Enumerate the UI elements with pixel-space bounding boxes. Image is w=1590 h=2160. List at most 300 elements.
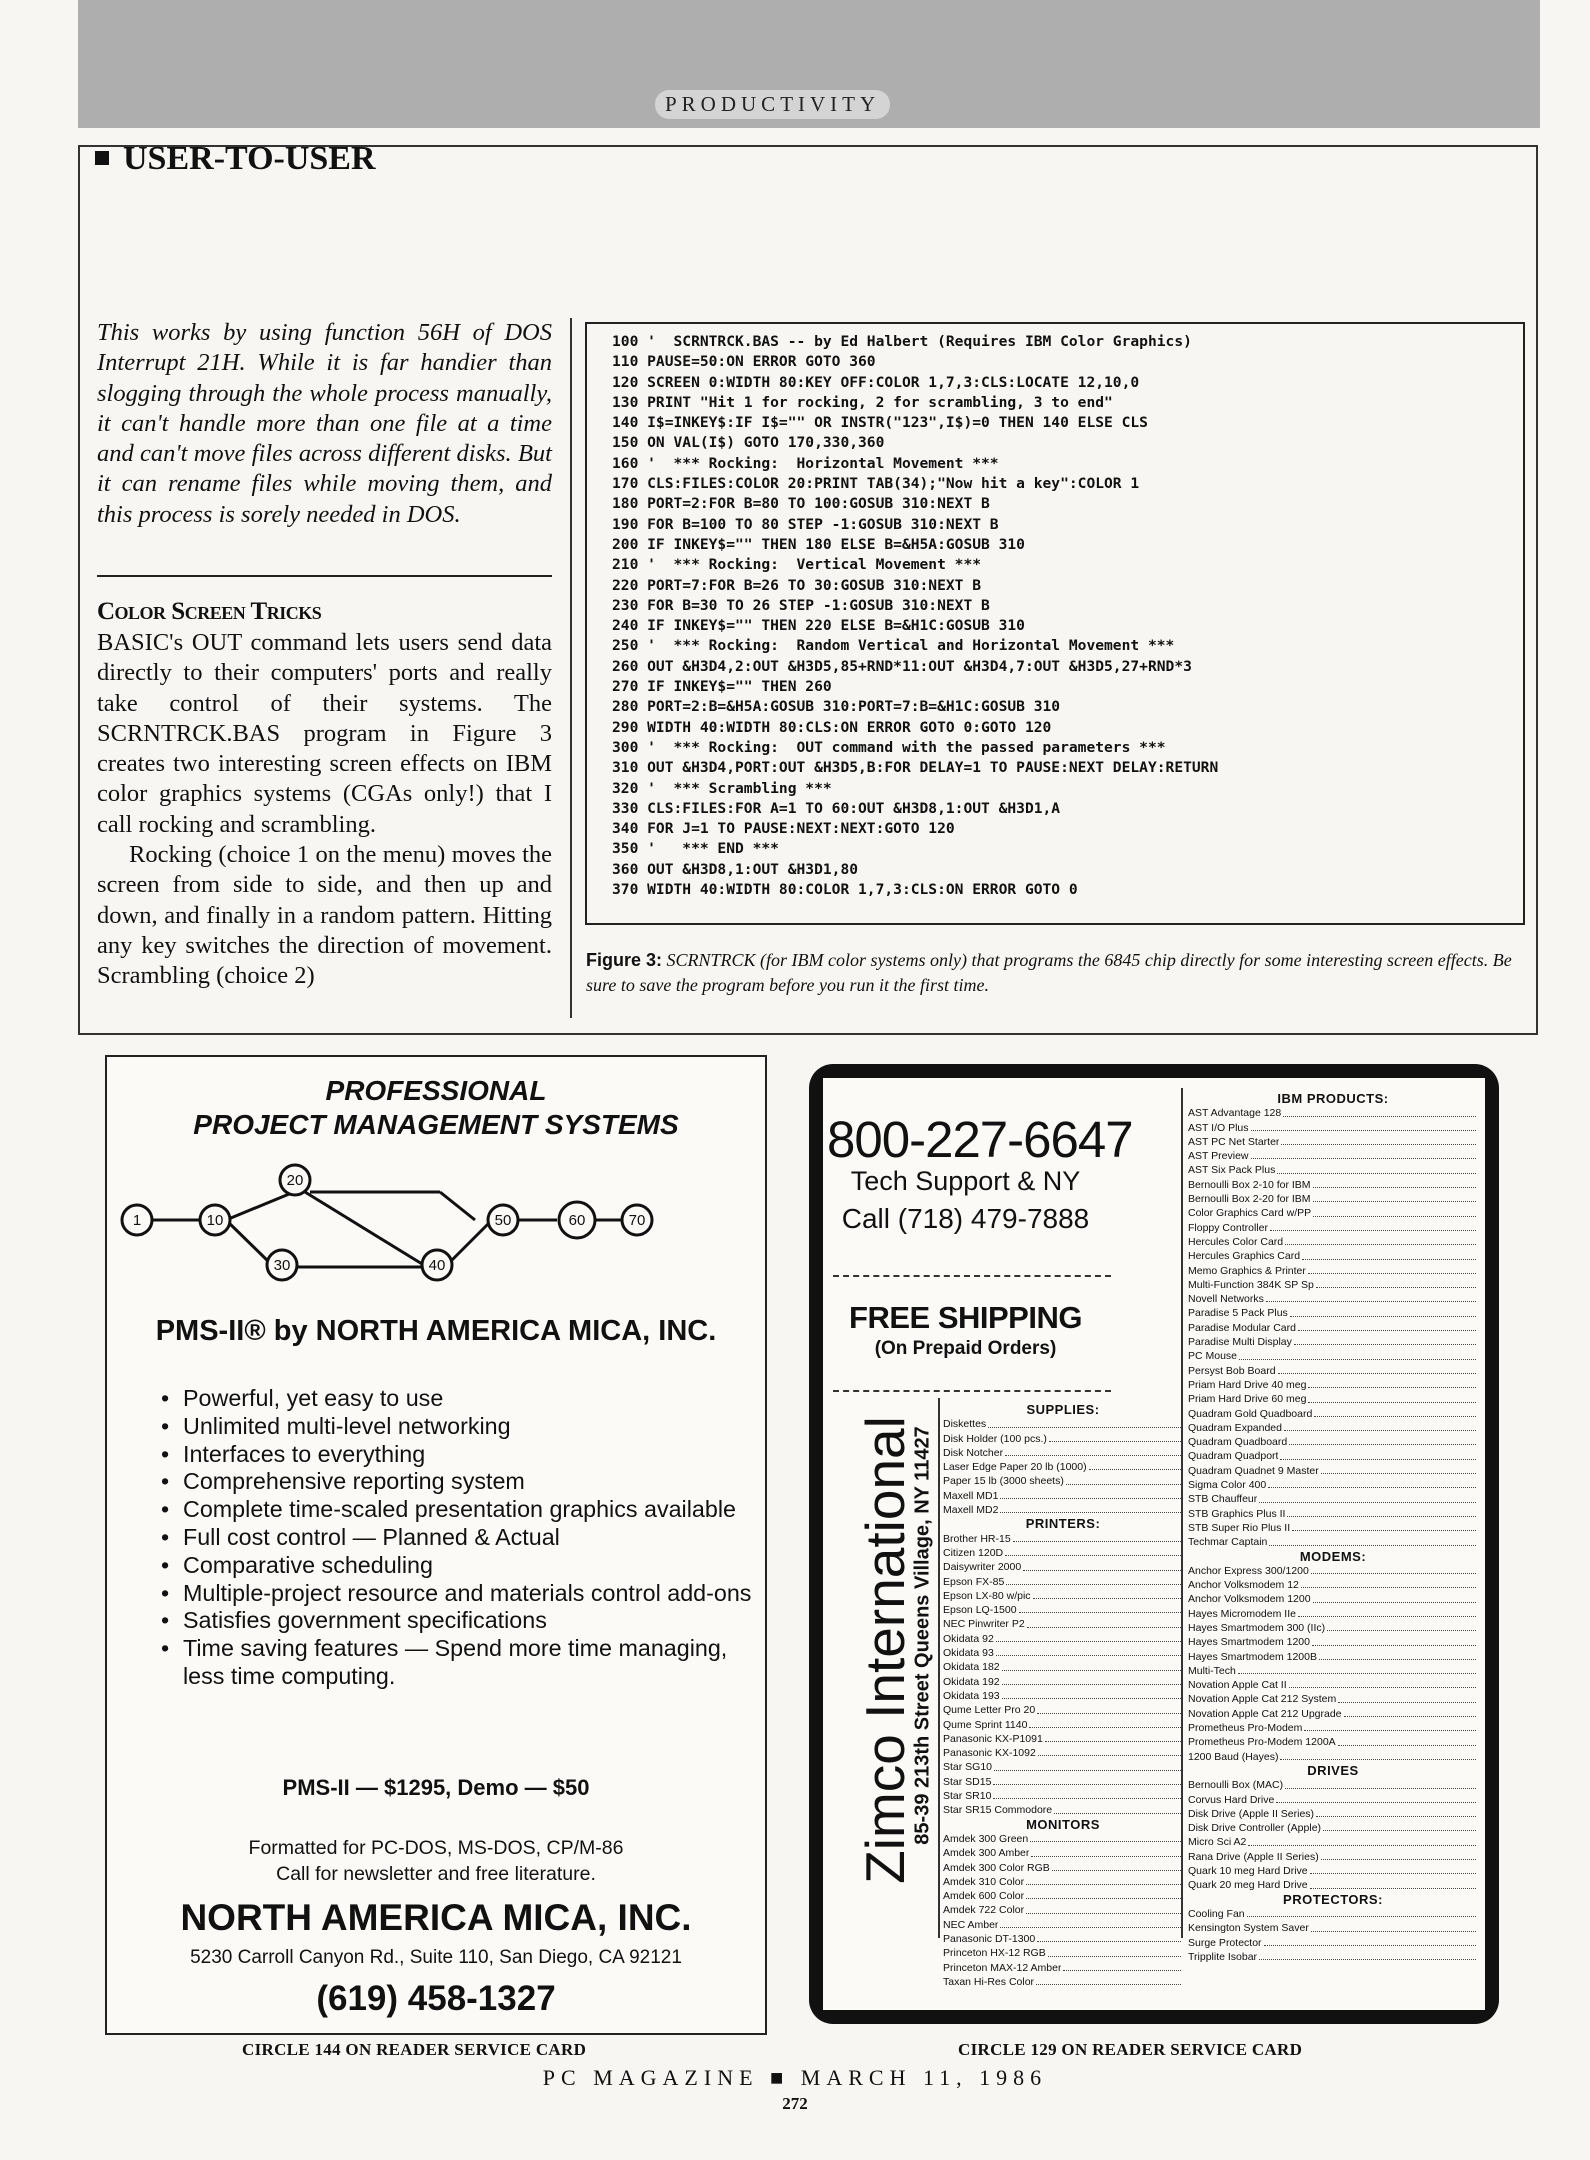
printers-list <box>943 1532 1183 1818</box>
modems-title: MODEMS: <box>1299 1548 1367 1564</box>
item-name: Star SD15 <box>943 1775 992 1788</box>
price-list-item <box>943 1675 1183 1689</box>
price-list-item <box>943 1417 1183 1431</box>
leader-dots <box>996 1632 1181 1642</box>
leader-dots <box>1338 1735 1476 1745</box>
leader-dots <box>1290 1306 1476 1316</box>
item-name: Priam Hard Drive 40 meg <box>1188 1378 1307 1391</box>
price-list-item <box>943 1689 1183 1703</box>
price-list-item <box>943 1760 1183 1774</box>
item-name: Disk Holder (100 pcs.) <box>943 1432 1047 1445</box>
leader-dots <box>1278 1364 1476 1374</box>
node-label: 40 <box>428 1257 446 1274</box>
item-name: Hayes Smartmodem 1200B <box>1188 1650 1317 1663</box>
leader-dots <box>1019 1603 1181 1613</box>
price-list-item <box>943 1861 1183 1875</box>
item-name: Novation Apple Cat II <box>1188 1679 1287 1692</box>
leader-dots <box>1294 1335 1476 1345</box>
price-list-item <box>1188 1249 1478 1263</box>
leader-dots <box>1023 1560 1181 1570</box>
item-name: Taxan Hi-Res Color <box>943 1975 1035 1988</box>
item-name: Amdek 300 Green <box>943 1832 1029 1845</box>
price-list-item <box>1188 1321 1478 1335</box>
reader-service-129: CIRCLE 129 ON READER SERVICE CARD <box>958 2040 1303 2059</box>
price-list-item <box>943 1432 1183 1446</box>
article-body <box>97 628 552 992</box>
price-list-item <box>943 1918 1183 1932</box>
ibm-products-title: IBM PRODUCTS: <box>1277 1091 1389 1106</box>
node-label: 10 <box>206 1212 224 1229</box>
price-list-item <box>943 1746 1183 1760</box>
item-name: Okidata 182 <box>943 1661 1000 1674</box>
leader-dots <box>1277 1163 1476 1173</box>
item-name: Kensington System Saver <box>1188 1922 1309 1935</box>
price-list-item <box>1188 1435 1478 1449</box>
price-list-item <box>1188 1721 1478 1735</box>
price-list-item <box>1188 1707 1478 1721</box>
modems-list <box>1188 1564 1478 1764</box>
item-name: Priam Hard Drive 60 meg <box>1188 1393 1307 1406</box>
leader-dots <box>1269 1535 1476 1545</box>
node-label: 60 <box>568 1212 586 1229</box>
node-label: 30 <box>273 1257 291 1274</box>
leader-dots <box>1276 1793 1476 1803</box>
item-name: 1200 Baud (Hayes) <box>1188 1750 1279 1763</box>
leader-dots <box>1239 1349 1476 1359</box>
item-name: Paradise 5 Pack Plus <box>1188 1307 1288 1320</box>
leader-dots <box>1319 1650 1476 1660</box>
leader-dots <box>1030 1832 1181 1842</box>
item-name: Rana Drive (Apple II Series) <box>1188 1850 1319 1863</box>
column-divider <box>570 318 572 1018</box>
item-name: Amdek 310 Color <box>943 1875 1025 1888</box>
price-list-item <box>1188 1578 1478 1592</box>
item-name: AST Six Pack Plus <box>1188 1164 1276 1177</box>
item-name: AST Preview <box>1188 1150 1249 1163</box>
price-list-item <box>1188 1192 1478 1206</box>
price-list-item <box>943 1446 1183 1460</box>
item-name: Bernoulli Box (MAC) <box>1188 1779 1284 1792</box>
item-name: Paradise Multi Display <box>1188 1336 1292 1349</box>
feature-item: • Satisfies government specifications <box>183 1607 763 1635</box>
ibm-products-list <box>1188 1106 1478 1549</box>
item-name: Floppy Controller <box>1188 1221 1268 1234</box>
price-list-item <box>1188 1292 1478 1306</box>
company-address: 5230 Carroll Canyon Rd., Suite 110, San Diego, CA 92121 <box>190 1947 682 1968</box>
leader-dots <box>1302 1249 1476 1259</box>
price-list-item <box>1188 1864 1478 1878</box>
company-phone: (619) 458-1327 <box>316 1979 556 2018</box>
leader-dots <box>1311 1564 1476 1574</box>
leader-dots <box>1000 1503 1181 1513</box>
price-list-item <box>1188 1936 1478 1950</box>
leader-dots <box>1049 1432 1181 1442</box>
leader-dots <box>1248 1835 1476 1845</box>
price-list-item <box>1188 1421 1478 1435</box>
item-name: Hayes Smartmodem 1200 <box>1188 1636 1310 1649</box>
company-name: NORTH AMERICA MICA, INC. <box>180 1897 692 1938</box>
leader-dots <box>1323 1821 1476 1831</box>
item-name: Okidata 192 <box>943 1675 1000 1688</box>
price-list-item <box>1188 1778 1478 1792</box>
item-name: Techmar Captain <box>1188 1536 1268 1549</box>
leader-dots <box>1321 1850 1476 1860</box>
item-name: Daisywriter 2000 <box>943 1561 1022 1574</box>
price-list-item <box>1188 1135 1478 1149</box>
price-list-item <box>943 1975 1183 1989</box>
leader-dots <box>1289 1435 1476 1445</box>
item-name: Okidata 193 <box>943 1689 1000 1702</box>
item-name: Epson LX-80 w/pic <box>943 1589 1031 1602</box>
leader-dots <box>1316 1278 1476 1288</box>
ad-title-2: PROJECT MANAGEMENT SYSTEMS <box>193 1109 679 1140</box>
price-list-item <box>1188 1507 1478 1521</box>
item-name: Disk Drive (Apple II Series) <box>1188 1807 1315 1820</box>
leader-dots <box>1284 1421 1476 1431</box>
price-list-item <box>1188 1449 1478 1463</box>
price-list-item <box>1188 1535 1478 1549</box>
price-list-item <box>943 1846 1183 1860</box>
price-list-item <box>943 1889 1183 1903</box>
price-list-item <box>943 1875 1183 1889</box>
price-list-item <box>943 1603 1183 1617</box>
item-name: PC Mouse <box>1188 1350 1238 1363</box>
zimco-phone: 800-227-6647 <box>827 1111 1133 1168</box>
item-name: Hercules Graphics Card <box>1188 1250 1301 1263</box>
leader-dots <box>1038 1746 1181 1756</box>
item-name: Quadram Quadport <box>1188 1450 1279 1463</box>
price-list-item <box>1188 1635 1478 1649</box>
leader-dots <box>1292 1521 1476 1531</box>
price-list-item <box>1188 1664 1478 1678</box>
feature-list <box>157 1385 763 1691</box>
item-name: Quark 10 meg Hard Drive <box>1188 1865 1308 1878</box>
item-name: Cooling Fan <box>1188 1907 1245 1920</box>
price-list-item <box>943 1546 1183 1560</box>
price-list-item <box>1188 1950 1478 1964</box>
price-list-item <box>1188 1907 1478 1921</box>
leader-dots <box>1280 1750 1476 1760</box>
price-list-item <box>1188 1364 1478 1378</box>
price-list-item <box>1188 1407 1478 1421</box>
item-name: Quark 20 meg Hard Drive <box>1188 1879 1308 1892</box>
item-name: AST Advantage 128 <box>1188 1107 1282 1120</box>
price-list-item <box>1188 1564 1478 1578</box>
leader-dots <box>1005 1446 1181 1456</box>
leader-dots <box>1045 1732 1181 1742</box>
node-label: 1 <box>132 1212 142 1229</box>
item-name: Disk Drive Controller (Apple) <box>1188 1822 1322 1835</box>
feature-item: • Multiple-project resource and materials control add-ons <box>183 1580 763 1608</box>
item-name: Qume Sprint 1140 <box>943 1718 1028 1731</box>
price-line: PMS-II — $1295, Demo — $50 <box>282 1775 590 1800</box>
price-list-item <box>1188 1264 1478 1278</box>
leader-dots <box>1311 1921 1476 1931</box>
item-name: Laser Edge Paper 20 lb (1000) <box>943 1461 1087 1474</box>
leader-dots <box>996 1646 1181 1656</box>
leader-dots <box>1280 1449 1476 1459</box>
leader-dots <box>1027 1617 1181 1627</box>
price-list-item <box>1188 1807 1478 1821</box>
leader-dots <box>1316 1807 1476 1817</box>
price-list-item <box>1188 1235 1478 1249</box>
item-name: Panasonic KX-1092 <box>943 1747 1036 1760</box>
leader-dots <box>1344 1707 1476 1717</box>
item-name: Star SR10 <box>943 1790 992 1803</box>
price-list-item <box>1188 1221 1478 1235</box>
price-list-item <box>943 1460 1183 1474</box>
leader-dots <box>1247 1907 1476 1917</box>
item-name: Brother HR-15 <box>943 1532 1011 1545</box>
item-name: Novell Networks <box>1188 1293 1264 1306</box>
price-list-item <box>1188 1335 1478 1349</box>
zimco-name: Zimco International <box>854 1416 916 1884</box>
network-diagram <box>107 1152 767 1297</box>
item-name: Novation Apple Cat 212 Upgrade <box>1188 1707 1342 1720</box>
leader-dots <box>1026 1875 1181 1885</box>
price-list-item <box>943 1789 1183 1803</box>
price-list-item <box>1188 1349 1478 1363</box>
item-name: Anchor Express 300/1200 <box>1188 1564 1309 1577</box>
free-shipping: FREE SHIPPING <box>849 1300 1082 1335</box>
item-name: Amdek 300 Amber <box>943 1847 1030 1860</box>
item-name: Diskettes <box>943 1418 987 1431</box>
item-name: Prometheus Pro-Modem <box>1188 1722 1303 1735</box>
price-list-item <box>943 1961 1183 1975</box>
price-list-item <box>943 1718 1183 1732</box>
leader-dots <box>1338 1692 1476 1702</box>
leader-dots <box>1312 1635 1476 1645</box>
zimco-advertisement <box>793 1048 1515 2040</box>
price-list-item <box>943 1632 1183 1646</box>
format-line: Formatted for PC-DOS, MS-DOS, CP/M-86 <box>248 1837 624 1859</box>
leader-dots <box>1287 1507 1476 1517</box>
feature-item: • Complete time-scaled presentation graphics available <box>183 1496 763 1524</box>
item-name: Quadram Expanded <box>1188 1421 1282 1434</box>
protectors-list <box>1188 1907 1478 1964</box>
price-list-item <box>943 1932 1183 1946</box>
price-list-item <box>943 1589 1183 1603</box>
item-name: Novation Apple Cat 212 System <box>1188 1693 1337 1706</box>
item-name: Multi-Function 384K SP Sp <box>1188 1278 1314 1291</box>
price-list-item <box>1188 1163 1478 1177</box>
price-list-item <box>1188 1278 1478 1292</box>
price-list-item <box>943 1503 1183 1517</box>
price-list-item <box>1188 1378 1478 1392</box>
leader-dots <box>1066 1474 1181 1484</box>
price-list-item <box>943 1532 1183 1546</box>
leader-dots <box>1036 1975 1181 1985</box>
page-number: 272 <box>782 2094 808 2113</box>
price-list-item <box>943 1703 1183 1717</box>
middle-price-column <box>943 1403 1183 1989</box>
leader-dots <box>1063 1961 1181 1971</box>
item-name: Citizen 120D <box>943 1546 1004 1559</box>
item-name: Qume Letter Pro 20 <box>943 1704 1036 1717</box>
item-name: Star SG10 <box>943 1761 993 1774</box>
price-list-item <box>943 1617 1183 1631</box>
item-name: Okidata 92 <box>943 1632 994 1645</box>
item-name: Hayes Micromodem IIe <box>1188 1607 1296 1620</box>
reader-service-144: CIRCLE 144 ON READER SERVICE CARD <box>242 2040 587 2059</box>
leader-dots <box>1313 1178 1476 1188</box>
price-list-item <box>943 1732 1183 1746</box>
leader-dots <box>1327 1621 1476 1631</box>
leader-dots <box>1308 1392 1476 1402</box>
feature-item: • Comparative scheduling <box>183 1552 763 1580</box>
section-label: PRODUCTIVITY <box>655 90 890 119</box>
leader-dots <box>993 1775 1181 1785</box>
leader-dots <box>1037 1703 1181 1713</box>
leader-dots <box>1000 1489 1181 1499</box>
price-list-item <box>1188 1464 1478 1478</box>
leader-dots <box>1304 1721 1476 1731</box>
drives-title: DRIVES <box>1307 1762 1359 1778</box>
item-name: Anchor Volksmodem 1200 <box>1188 1593 1311 1606</box>
price-list-item <box>1188 1921 1478 1935</box>
item-name: Quadram Quadnet 9 Master <box>1188 1464 1319 1477</box>
caption-label: Figure 3: <box>586 950 663 970</box>
paragraph-2: Rocking (choice 1 on the menu) moves the screen from side to side, and then up and down, and finally in a random pattern. Hitting any key switches the direction of movement. Scrambling (choice 2) <box>97 841 552 990</box>
leader-dots <box>1002 1689 1181 1699</box>
price-list-item <box>1188 1835 1478 1849</box>
item-name: Amdek 600 Color <box>943 1890 1025 1903</box>
feature-item: • Interfaces to everything <box>183 1441 763 1469</box>
prepaid-note: (On Prepaid Orders) <box>874 1338 1057 1359</box>
zimco-address: 85-39 213th Street Queens Village, NY 11427 <box>911 1426 934 1845</box>
leader-dots <box>1048 1946 1181 1956</box>
leader-dots <box>1054 1803 1181 1813</box>
item-name: Princeton MAX-12 Amber <box>943 1961 1062 1974</box>
item-name: NEC Amber <box>943 1918 999 1931</box>
feature-item: • Powerful, yet easy to use <box>183 1385 763 1413</box>
leader-dots <box>1251 1121 1477 1131</box>
price-list-item <box>1188 1149 1478 1163</box>
price-list-item <box>943 1489 1183 1503</box>
protectors-title: PROTECTORS: <box>1283 1891 1383 1907</box>
item-name: Maxell MD1 <box>943 1489 999 1502</box>
item-name: STB Chauffeur <box>1188 1493 1258 1506</box>
item-name: Quadram Gold Quadboard <box>1188 1407 1313 1420</box>
price-list-item <box>1188 1392 1478 1406</box>
call-number: Call (718) 479-7888 <box>841 1203 1090 1234</box>
item-name: Princeton HX-12 RGB <box>943 1947 1046 1960</box>
leader-dots <box>1298 1321 1476 1331</box>
leader-dots <box>1002 1660 1181 1670</box>
printers-title: PRINTERS: <box>1025 1516 1101 1532</box>
product-line: PMS-II® by NORTH AMERICA MICA, INC. <box>155 1315 717 1347</box>
divider <box>97 575 552 577</box>
leader-dots <box>1089 1460 1181 1470</box>
leader-dots <box>1037 1932 1181 1942</box>
item-name: Okidata 93 <box>943 1647 994 1660</box>
price-list-item <box>943 1832 1183 1846</box>
price-list-item <box>1188 1607 1478 1621</box>
leader-dots <box>1264 1936 1476 1946</box>
item-name: Paradise Modular Card <box>1188 1321 1296 1334</box>
leader-dots <box>1052 1861 1181 1871</box>
price-list-item <box>1188 1621 1478 1635</box>
feature-item: • Time saving features — Spend more time managing, less time computing. <box>183 1635 763 1691</box>
leader-dots <box>1285 1235 1476 1245</box>
price-list-item <box>943 1660 1183 1674</box>
magazine-footer: PC MAGAZINE ■ MARCH 11, 1986 <box>542 2065 1048 2090</box>
column-heading <box>95 140 376 178</box>
leader-dots <box>1313 1206 1476 1216</box>
feature-item: • Unlimited multi-level networking <box>183 1413 763 1441</box>
item-name: Star SR15 Commodore <box>943 1804 1053 1817</box>
leader-dots <box>1301 1578 1476 1588</box>
leader-dots <box>1005 1546 1181 1556</box>
code-listing: 100 ' SCRNTRCK.BAS -- by Ed Halbert (Requires IBM Color Graphics) 110 PAUSE=50:ON ERROR GOTO 360 120 SCREEN 0:WIDTH 80:KEY OFF:COLOR 1,7,3:CLS:LOCATE 12,10,0 130 PRINT "Hit 1 for rocking, 2 for scrambling, 3 to end" 140 I$=INKEY$:IF I$="" OR INSTR("123",I$)=0 THEN 140 ELSE CLS 150 ON VAL(I$) GOTO 170,330,360 160 ' *** Rocking: Horizontal Movement *** 170 CLS:FILES:COLOR 20:PRINT TAB(34);"Now hit a key":COLOR 1 180 PORT=2:FOR B=80 TO 100:GOSUB 310:NEXT B 190 FOR B=100 TO 80 STEP -1:GOSUB 310:NEXT B 200 IF INKEY$="" THEN 180 ELSE B=&H5A:GOSUB 310 210 ' *** Rocking: Vertical Movement *** 220 PORT=7:FOR B=26 TO 30:GOSUB 310:NEXT B 230 FOR B=30 TO 26 STEP -1:GOSUB 310:NEXT B 240 IF INKEY$="" THEN 220 ELSE B=&H1C:GOSUB 310 250 ' *** Rocking: Random Vertical and Horizontal Movement *** 260 OUT &H3D4,2:OUT &H3D5,85+RND*11:OUT &H3D4,7:OUT &H3D5,27+RND*3 270 IF INKEY$="" THEN 260 280 PORT=2:B=&H5A:GOSUB 310:PORT=7:B=&H1C:GOSUB 310 290 WIDTH 40:WIDTH 80:CLS:ON ERROR GOTO 0:GOTO 120 300 ' *** Rocking: OUT command with the passed parameters *** 310 OUT &H3D4,PORT:OUT &H3D5,B:FOR DELAY=1 TO PAUSE:NEXT DELAY:RETURN 320 ' *** Scrambling *** 330 CLS:FILES:FOR A=1 TO 60:OUT &H3D8,1:OUT &H3D1,A 340 FOR J=1 TO PAUSE:NEXT:NEXT:GOTO 120 350 ' *** END *** 360 OUT &H3D8,1:OUT &H3D1,80 370 WIDTH 40:WIDTH 80:COLOR 1,7,3:CLS:ON ERROR GOTO 0 <box>612 333 1219 899</box>
item-name: Surge Protector <box>1188 1936 1262 1949</box>
price-list-item <box>1188 1178 1478 1192</box>
item-name: NEC Pinwriter P2 <box>943 1618 1025 1631</box>
price-list-item <box>1188 1206 1478 1220</box>
leader-dots <box>1251 1149 1477 1159</box>
item-name: STB Graphics Plus II <box>1188 1507 1286 1520</box>
leader-dots <box>1308 1264 1476 1274</box>
intro-paragraph: This works by using function 56H of DOS Interrupt 21H. While it is far handier than slogging through the whole process manually, it can't handle more than one file at a time and can't move files across different disks. But it can rename files while moving them, and this process is sorely needed in DOS. <box>97 319 552 528</box>
leader-dots <box>1031 1846 1181 1856</box>
leader-dots <box>1006 1575 1181 1585</box>
newsletter-line: Call for newsletter and free literature. <box>276 1863 596 1885</box>
price-list-item <box>1188 1750 1478 1764</box>
drives-list <box>1188 1778 1478 1892</box>
price-list-item <box>943 1903 1183 1917</box>
price-list-item <box>1188 1121 1478 1135</box>
leader-dots <box>1308 1378 1476 1388</box>
leader-dots <box>1321 1464 1476 1474</box>
leader-dots <box>988 1417 1181 1427</box>
price-list-item <box>943 1946 1183 1960</box>
item-name: Micro Sci A2 <box>1188 1836 1247 1849</box>
pms-advertisement <box>105 1055 767 2035</box>
price-list-item <box>1188 1592 1478 1606</box>
caption-text: SCRNTRCK (for IBM color systems only) that programs the 6845 chip directly for some interesting screen effects. Be sure to save the program before you run it the first time. <box>586 950 1512 995</box>
item-name: Color Graphics Card w/PP <box>1188 1207 1312 1220</box>
supplies-title: SUPPLIES: <box>1026 1402 1100 1417</box>
item-name: Corvus Hard Drive <box>1188 1793 1275 1806</box>
item-name: AST PC Net Starter <box>1188 1135 1280 1148</box>
leader-dots <box>1026 1903 1181 1913</box>
price-list-item <box>1188 1821 1478 1835</box>
leader-dots <box>1002 1675 1181 1685</box>
subhead-color-screen-tricks: Color Screen Tricks <box>97 598 322 625</box>
leader-dots <box>1026 1889 1181 1899</box>
item-name: Maxell MD2 <box>943 1504 999 1517</box>
item-name: STB Super Rio Plus II <box>1188 1521 1291 1534</box>
price-list-item <box>1188 1692 1478 1706</box>
ad-title-1: PROFESSIONAL <box>325 1075 547 1106</box>
item-name: Memo Graphics & Printer <box>1188 1264 1306 1277</box>
leader-dots <box>1013 1532 1181 1542</box>
price-list-item <box>943 1560 1183 1574</box>
leader-dots <box>994 1760 1181 1770</box>
item-name: Panasonic KX-P1091 <box>943 1732 1043 1745</box>
right-price-column <box>1188 1092 1478 1964</box>
leader-dots <box>1298 1607 1476 1617</box>
price-list-item <box>943 1803 1183 1817</box>
item-name: Amdek 722 Color <box>943 1904 1025 1917</box>
leader-dots <box>1238 1664 1476 1674</box>
price-list-item <box>1188 1478 1478 1492</box>
item-name: Amdek 300 Color RGB <box>943 1861 1050 1874</box>
price-list-item <box>1188 1850 1478 1864</box>
price-list-item <box>1188 1521 1478 1535</box>
leader-dots <box>993 1789 1181 1799</box>
feature-item: • Full cost control — Planned & Actual <box>183 1524 763 1552</box>
